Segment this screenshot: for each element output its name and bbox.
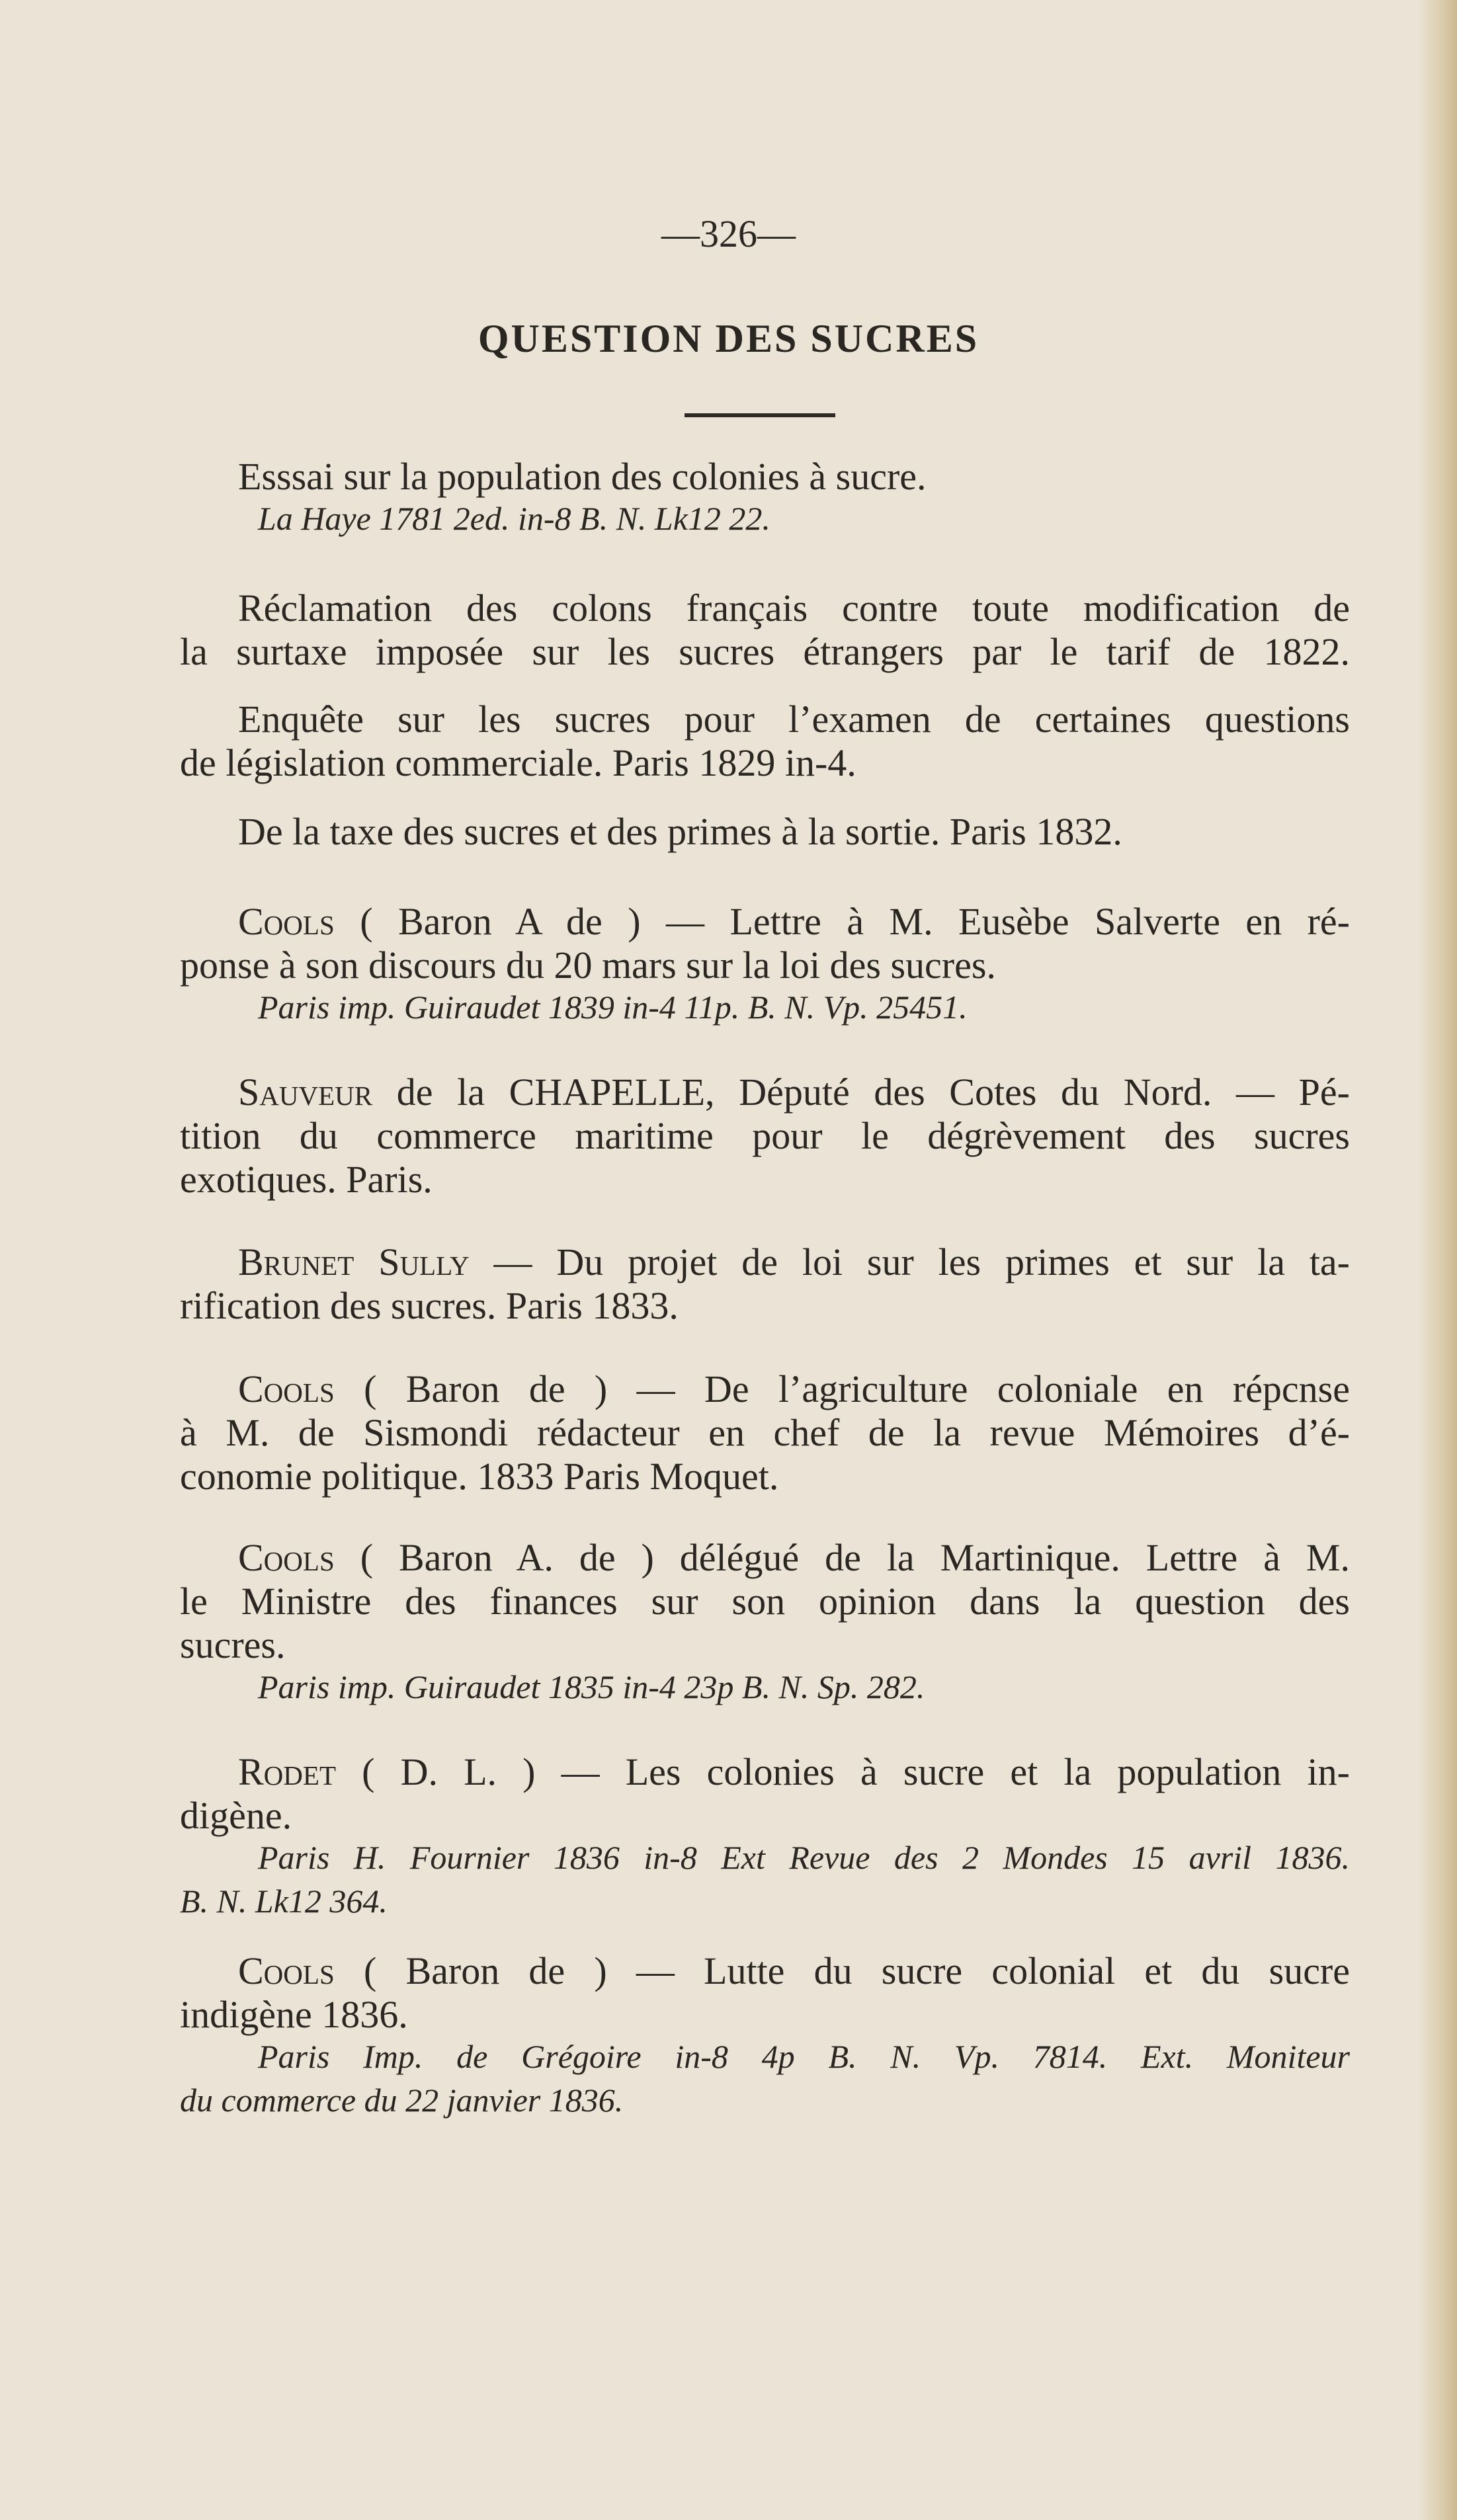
bibliography-entry: [180, 900, 1350, 1027]
page-edge-shadow: [1417, 0, 1457, 2520]
entry-text-line: [180, 1158, 1350, 1201]
entry-citation-line: [180, 499, 1350, 538]
bibliography-entry: [180, 1071, 1350, 1201]
bibliography-entry: [180, 698, 1350, 785]
entry-text-line: [180, 1455, 1350, 1498]
entry-text-line: [180, 944, 1350, 987]
bibliography-entry: [180, 1536, 1350, 1707]
entry-text-line: [180, 1993, 1350, 2037]
entry-text: Paris imp. Guiraudet 1839 in-4 11p. B. N. Vp. 25451.: [258, 989, 968, 1026]
entry-citation-line: [180, 987, 1350, 1027]
entry-author: Sauveur: [238, 1071, 373, 1114]
entry-text: rification des sucres. Paris 1833.: [180, 1284, 679, 1327]
entry-text: conomie politique. 1833 Paris Moquet.: [180, 1455, 779, 1498]
entry-citation-line: [180, 1667, 1350, 1707]
entry-author: Cools: [238, 1536, 335, 1579]
entry-text-line: [180, 698, 1350, 741]
entry-text-line: [180, 1750, 1350, 1794]
entry-text-line: [180, 587, 1350, 630]
entry-author: Brunet Sully: [238, 1240, 470, 1283]
entry-text: Paris imp. Guiraudet 1835 in-4 23p B. N. Sp. 282.: [258, 1668, 925, 1705]
bibliography-entry: [180, 1240, 1350, 1328]
entry-text: Esssai sur la population des colonies à sucre.: [238, 455, 927, 498]
entry-text-line: [180, 900, 1350, 944]
entry-text: ( Baron de ) — De l’agriculture coloniale en répcnse: [334, 1367, 1350, 1410]
page-number: —326—: [661, 212, 796, 255]
entry-text: ( Baron A de ) — Lettre à M. Eusèbe Salverte en ré-: [334, 900, 1350, 943]
entry-text-line: [180, 810, 1350, 854]
entry-text-line: [180, 1949, 1350, 1993]
entry-text-line: [180, 1240, 1350, 1284]
entry-citation-line: [180, 1838, 1350, 1881]
title-divider: [685, 413, 835, 417]
entry-text: Paris Imp. de Grégoire in-8 4p B. N. Vp. 7814. Ext. Moniteur: [258, 2038, 1350, 2075]
entry-text: De la taxe des sucres et des primes à la sortie. Paris 1832.: [238, 810, 1122, 853]
entry-text: ( Baron A. de ) délégué de la Martinique. Lettre à M.: [334, 1536, 1350, 1579]
entry-text: à M. de Sismondi rédacteur en chef de la revue Mémoires d’é-: [180, 1411, 1350, 1454]
entry-text: ( Baron de ) — Lutte du sucre colonial et du sucre: [334, 1949, 1350, 1992]
entry-text: le Ministre des finances sur son opinion dans la question des: [180, 1580, 1350, 1623]
entry-text: exotiques. Paris.: [180, 1158, 433, 1201]
entry-text: indigène 1836.: [180, 1993, 408, 2036]
entry-text: de la CHAPELLE, Député des Cotes du Nord. — Pé-: [372, 1071, 1350, 1114]
entry-text: la surtaxe imposée sur les sucres étrangers par le tarif de 1822.: [180, 630, 1350, 673]
entry-text: — Du projet de loi sur les primes et sur la ta-: [469, 1240, 1350, 1283]
entry-citation-line: [180, 2037, 1350, 2080]
entry-text: de législation commerciale. Paris 1829 in-4.: [180, 741, 856, 784]
entry-text-line: [180, 741, 1350, 785]
entry-author: Rodet: [238, 1750, 336, 1793]
entry-text: du commerce du 22 janvier 1836.: [180, 2082, 624, 2119]
bibliography-entry: [180, 1367, 1350, 1498]
entry-text-line: [180, 1114, 1350, 1158]
entry-text: sucres.: [180, 1623, 286, 1666]
entry-text: B. N. Lk12 364.: [180, 1883, 388, 1920]
entry-text-line: [180, 1623, 1350, 1667]
entry-text-line: [180, 1284, 1350, 1328]
entry-text-line: [180, 1411, 1350, 1455]
entry-citation-line: [180, 1881, 1350, 1921]
entry-author: Cools: [238, 1949, 335, 1992]
entry-text: Paris H. Fournier 1836 in-8 Ext Revue des 2 Mondes 15 avril 1836.: [258, 1839, 1350, 1876]
entry-author: Cools: [238, 900, 335, 943]
entry-text: ( D. L. ) — Les colonies à sucre et la population in-: [336, 1750, 1350, 1793]
page-title: QUESTION DES SUCRES: [478, 317, 979, 360]
entry-text-line: [180, 1071, 1350, 1114]
entry-text: tition du commerce maritime pour le dégrèvement des sucres: [180, 1114, 1350, 1157]
bibliography-entry: [180, 1750, 1350, 1921]
entry-text-line: [180, 455, 1350, 499]
entry-text-line: [180, 630, 1350, 674]
bibliography-entry: [180, 1949, 1350, 2120]
entry-author: Cools: [238, 1367, 335, 1410]
entry-text: Enquête sur les sucres pour l’examen de certaines questions: [238, 698, 1350, 741]
entry-text: La Haye 1781 2ed. in-8 B. N. Lk12 22.: [258, 500, 770, 537]
entry-text-line: [180, 1794, 1350, 1838]
entry-citation-line: [180, 2080, 1350, 2120]
entry-text-line: [180, 1536, 1350, 1580]
entry-text: Réclamation des colons français contre toute modification de: [238, 587, 1350, 630]
bibliography-entry: [180, 587, 1350, 674]
entry-text-line: [180, 1580, 1350, 1623]
entry-text-line: [180, 1367, 1350, 1411]
entry-text: digène.: [180, 1794, 292, 1837]
bibliography-entry: [180, 810, 1350, 854]
entry-text: ponse à son discours du 20 mars sur la loi des sucres.: [180, 944, 996, 987]
bibliography-entry: [180, 455, 1350, 538]
